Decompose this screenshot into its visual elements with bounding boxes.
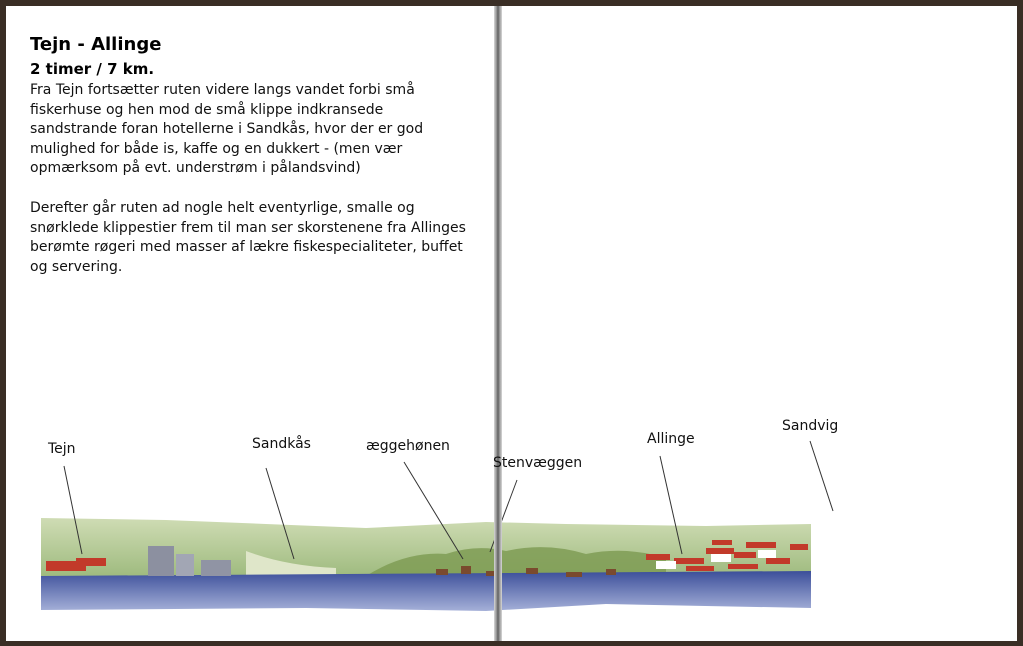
route-description-2: Derefter går ruten ad nogle helt eventyrlige, smalle og snørklede klippestier frem til man ser skorstenene fra Allinges berømte røgeri med masser af lækre fiskespecialiteter, buffet og servering.: [30, 200, 466, 275]
place-label-sandvig: Sandvig: [782, 418, 839, 434]
left-page: [6, 6, 494, 641]
place-label-aeggehoenen: æggehønen: [366, 438, 450, 454]
place-label-sandkaas: Sandkås: [252, 436, 311, 452]
book-spine: [494, 6, 502, 641]
place-label-allinge: Allinge: [647, 431, 695, 447]
place-label-tejn: Tejn: [48, 441, 76, 457]
right-page: [502, 6, 1017, 641]
route-description-1: Fra Tejn fortsætter ruten videre langs vandet forbi små fiskerhuse og hen mod de små klippe indkransede sandstrande foran hotellerne i Sandkås, hvor der er god mulighed for både is, kaffe og en dukkert - (men vær opmærksom på evt. understrøm i pålandsvind): [30, 82, 424, 177]
route-distance: 2 timer / 7 km.: [30, 60, 155, 78]
route-title: Tejn - Allinge: [30, 34, 162, 55]
place-label-stenvaeggen: Stenvæggen: [493, 455, 583, 471]
open-book: [6, 6, 1017, 641]
